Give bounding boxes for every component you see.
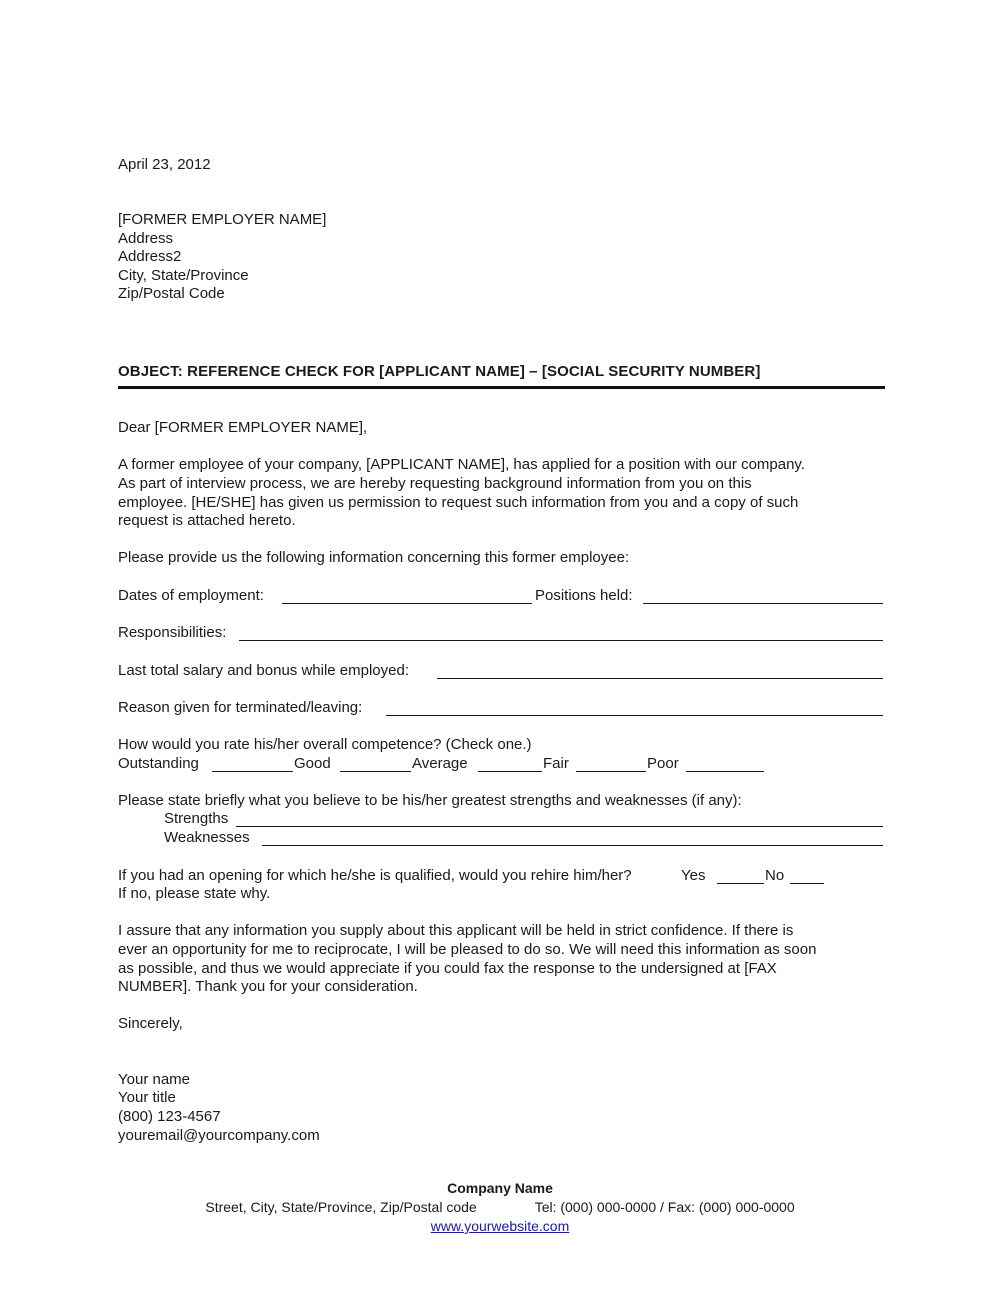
rating-poor-label: Poor — [647, 755, 679, 772]
positions-label: Positions held: — [535, 587, 633, 604]
reason-field[interactable] — [386, 715, 883, 716]
closing-line: NUMBER]. Thank you for your consideration. — [118, 978, 418, 995]
salutation: Dear [FORMER EMPLOYER NAME], — [118, 419, 368, 436]
recipient-city: City, State/Province — [118, 267, 249, 284]
recipient-zip: Zip/Postal Code — [118, 285, 225, 302]
closing-line: ever an opportunity for me to reciprocate, I will be pleased to do so. We will need this information as soon — [118, 941, 817, 958]
signature-phone: (800) 123-4567 — [118, 1108, 221, 1125]
intro-line: A former employee of your company, [APPLICANT NAME], has applied for a position with our company. — [118, 456, 805, 473]
strengths-field[interactable] — [236, 826, 883, 827]
footer-company: Company Name — [447, 1180, 553, 1196]
rehire-question: If you had an opening for which he/she is qualified, would you rehire him/her? — [118, 867, 632, 884]
rehire-if-no: If no, please state why. — [118, 885, 271, 902]
rehire-yes-label: Yes — [681, 867, 706, 884]
dates-label: Dates of employment: — [118, 587, 264, 604]
request-line: Please provide us the following information concerning this former employee: — [118, 549, 630, 566]
strengths-question: Please state briefly what you believe to be his/her greatest strengths and weaknesses (if any): — [118, 792, 742, 809]
weaknesses-label: Weaknesses — [164, 829, 250, 846]
closing-line: I assure that any information you supply about this applicant will be held in strict confidence. If there is — [118, 922, 794, 939]
dates-field[interactable] — [282, 603, 532, 604]
footer-contact: Tel: (000) 000-0000 / Fax: (000) 000-0000 — [534, 1199, 795, 1215]
recipient-name: [FORMER EMPLOYER NAME] — [118, 211, 327, 228]
rating-good-blank[interactable] — [340, 771, 411, 772]
footer-website-link[interactable]: www.yourwebsite.com — [430, 1218, 570, 1234]
positions-field[interactable] — [643, 603, 883, 604]
signature-title: Your title — [118, 1089, 176, 1106]
intro-line: employee. [HE/SHE] has given us permission to request such information from you and a copy of such — [118, 494, 799, 511]
rating-average-label: Average — [412, 755, 468, 772]
subject-line: OBJECT: REFERENCE CHECK FOR [APPLICANT NAME] – [SOCIAL SECURITY NUMBER] — [118, 363, 761, 380]
footer-website-line — [0, 1217, 1000, 1235]
rehire-no-blank[interactable] — [790, 883, 824, 884]
rating-poor-blank[interactable] — [686, 771, 764, 772]
salary-field[interactable] — [437, 678, 883, 679]
weaknesses-field[interactable] — [262, 845, 883, 846]
reason-label: Reason given for terminated/leaving: — [118, 699, 363, 716]
closing-line: as possible, and thus we would appreciate if you could fax the response to the undersigned at [FAX — [118, 960, 777, 977]
rating-outstanding-blank[interactable] — [212, 771, 293, 772]
intro-line: As part of interview process, we are hereby requesting background information from you on this — [118, 475, 752, 492]
strengths-label: Strengths — [164, 810, 229, 827]
salary-label: Last total salary and bonus while employed: — [118, 662, 410, 679]
signoff: Sincerely, — [118, 1015, 183, 1032]
signature-name: Your name — [118, 1071, 190, 1088]
rating-average-blank[interactable] — [478, 771, 542, 772]
recipient-address2: Address2 — [118, 248, 182, 265]
rehire-no-label: No — [765, 867, 785, 884]
recipient-address: Address — [118, 230, 174, 247]
footer-contact-line — [0, 1198, 1000, 1216]
rating-outstanding-label: Outstanding — [118, 755, 199, 772]
intro-line: request is attached hereto. — [118, 512, 296, 529]
rating-fair-label: Fair — [543, 755, 569, 772]
letter-date: April 23, 2012 — [118, 156, 211, 173]
signature-email: youremail@yourcompany.com — [118, 1127, 320, 1144]
responsibilities-field[interactable] — [239, 640, 883, 641]
footer-address: Street, City, State/Province, Zip/Postal code — [205, 1199, 477, 1215]
rating-good-label: Good — [294, 755, 331, 772]
rating-fair-blank[interactable] — [576, 771, 646, 772]
rating-question: How would you rate his/her overall competence? (Check one.) — [118, 736, 532, 753]
subject-divider — [118, 386, 885, 389]
rehire-yes-blank[interactable] — [717, 883, 764, 884]
responsibilities-label: Responsibilities: — [118, 624, 227, 641]
